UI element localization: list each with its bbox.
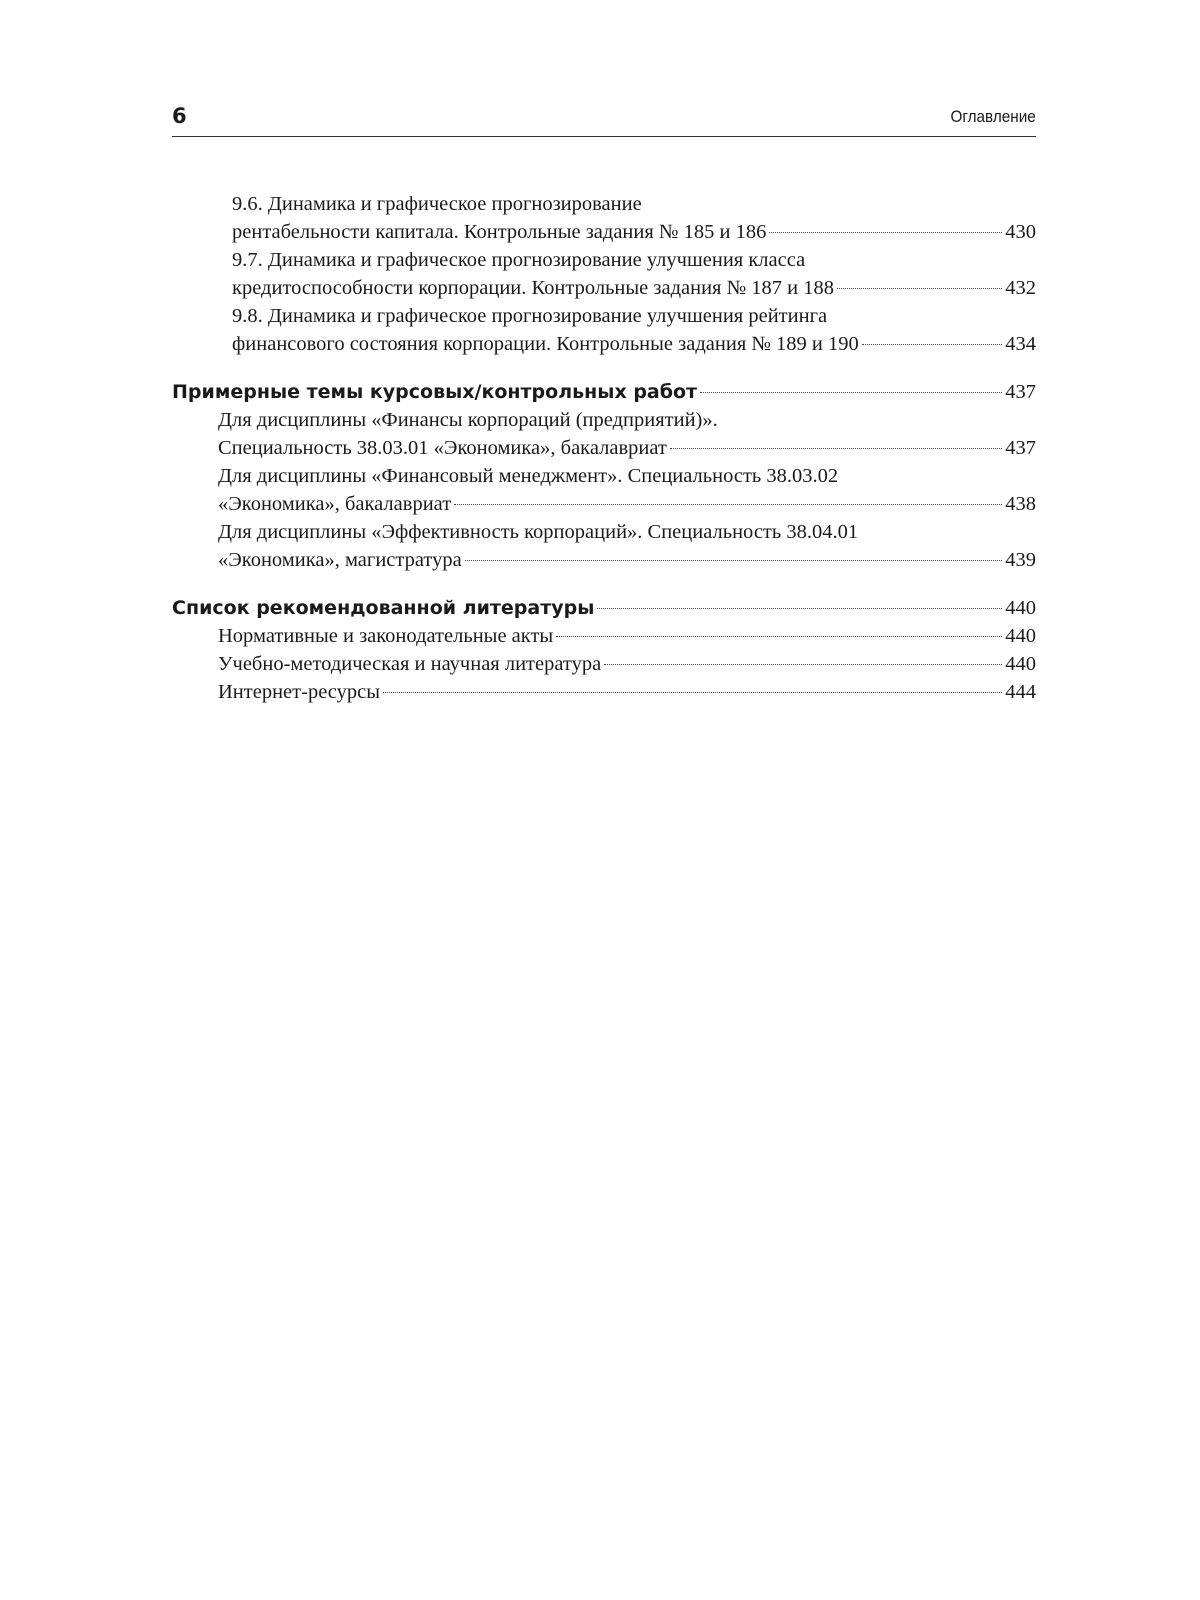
dot-leader (862, 344, 1002, 345)
toc-page-number: 438 (1005, 493, 1036, 515)
toc-section[interactable] (172, 378, 1036, 406)
toc-entry-line: 9.6. Динамика и графическое прогнозирование (232, 193, 642, 215)
page-number: 6 (172, 104, 187, 128)
toc-entry-line: Специальность 38.03.01 «Экономика», бакалавриат (218, 437, 667, 459)
toc-entry[interactable] (172, 518, 1036, 574)
toc-entry[interactable] (172, 678, 1036, 706)
toc-entry-title: Нормативные и законодательные акты (218, 625, 554, 647)
toc-entry[interactable] (172, 246, 1036, 302)
toc-section-title: Примерные темы курсовых/контрольных работ (172, 381, 698, 403)
toc-page-number: 444 (1005, 681, 1036, 703)
toc-entry-line: кредитоспособности корпорации. Контрольные задания № 187 и 188 (232, 277, 835, 299)
toc-entry-line: 9.8. Динамика и графическое прогнозирование улучшения рейтинга (232, 305, 828, 327)
toc-entry-line: «Экономика», бакалавриат (218, 493, 452, 515)
toc-page-number: 432 (1005, 277, 1036, 299)
toc-section[interactable] (172, 594, 1036, 622)
toc-entry-line: Для дисциплины «Эффективность корпораций». Специальность 38.04.01 (218, 521, 859, 543)
table-of-contents (172, 190, 1036, 706)
toc-page-number: 440 (1005, 653, 1036, 675)
toc-page-number: 434 (1005, 333, 1036, 355)
toc-entry[interactable] (172, 406, 1036, 462)
dot-leader (556, 636, 1002, 637)
dot-leader (700, 392, 1002, 393)
toc-entry[interactable] (172, 622, 1036, 650)
toc-page-number: 440 (1005, 597, 1036, 619)
dot-leader (465, 560, 1003, 561)
toc-page-number: 440 (1005, 625, 1036, 647)
dot-leader (454, 504, 1002, 505)
dot-leader (769, 232, 1002, 233)
toc-page-number: 439 (1005, 549, 1036, 571)
toc-entry-line: Для дисциплины «Финансы корпораций (предприятий)». (218, 409, 718, 431)
toc-entry[interactable] (172, 302, 1036, 358)
dot-leader (670, 448, 1002, 449)
toc-page-number: 430 (1005, 221, 1036, 243)
dot-leader (837, 288, 1002, 289)
dot-leader (604, 664, 1002, 665)
toc-entry-title: Интернет-ресурсы (218, 681, 380, 703)
toc-section-title: Список рекомендованной литературы (172, 597, 595, 619)
toc-entry-line: «Экономика», магистратура (218, 549, 462, 571)
running-title: Оглавление (950, 107, 1036, 126)
toc-page-number: 437 (1005, 437, 1036, 459)
toc-page-number: 437 (1005, 381, 1036, 403)
toc-entry-line: Для дисциплины «Финансовый менеджмент». Специальность 38.03.02 (218, 465, 839, 487)
toc-entry-line: 9.7. Динамика и графическое прогнозирование улучшения класса (232, 249, 806, 271)
toc-entry-line: рентабельности капитала. Контрольные задания № 185 и 186 (232, 221, 767, 243)
toc-entry-title: Учебно-методическая и научная литература (218, 653, 602, 675)
toc-entry[interactable] (172, 462, 1036, 518)
toc-entry-line: финансового состояния корпорации. Контрольные задания № 189 и 190 (232, 333, 859, 355)
dot-leader (383, 692, 1002, 693)
running-header (172, 100, 1036, 137)
toc-entry[interactable] (172, 190, 1036, 246)
dot-leader (597, 608, 1002, 609)
toc-entry[interactable] (172, 650, 1036, 678)
